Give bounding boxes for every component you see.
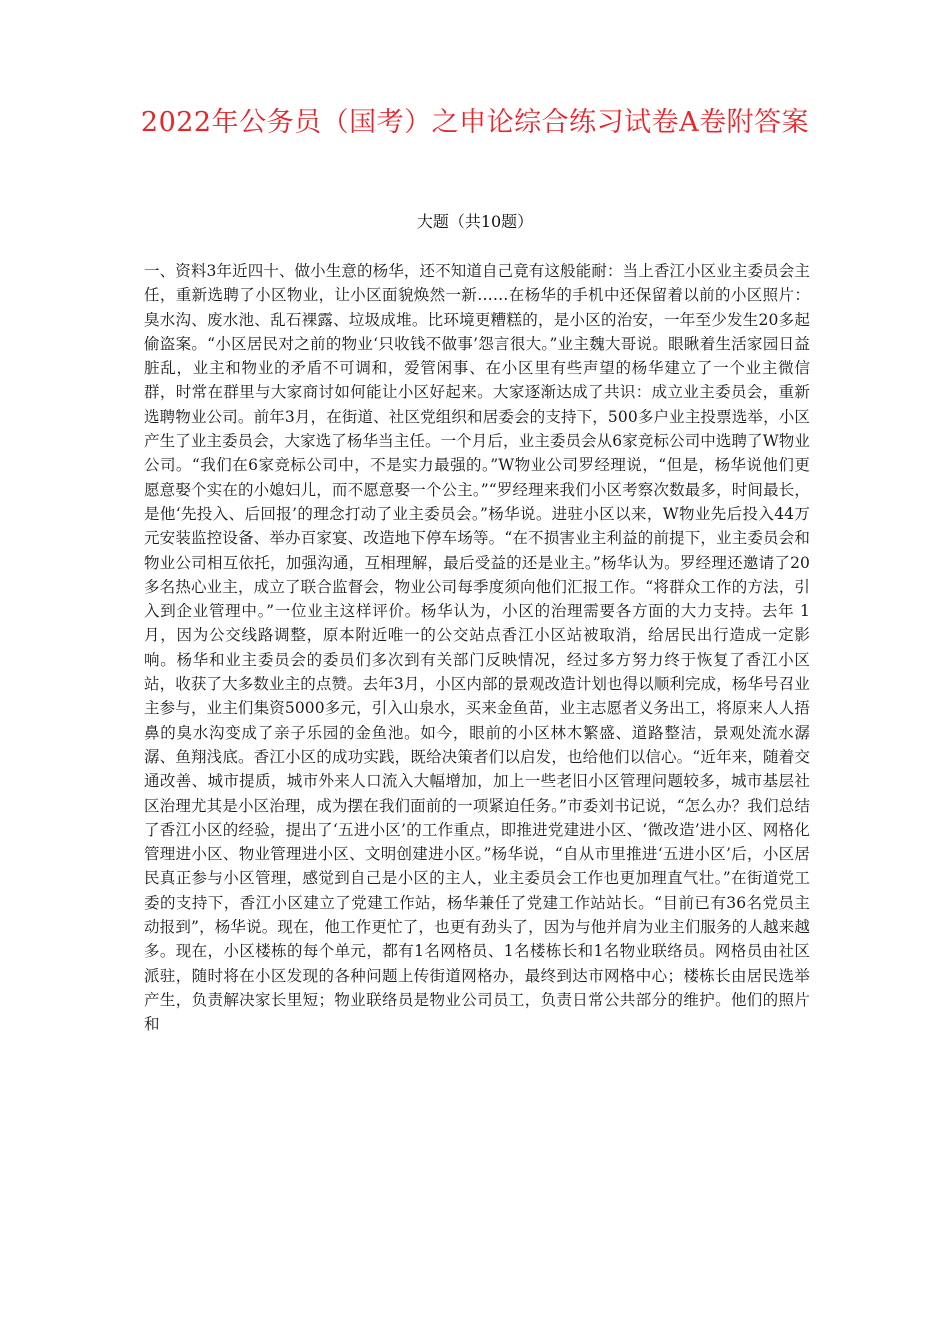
question-paragraph: 一、资料3年近四十、做小生意的杨华，还不知道自己竟有这般能耐：当上香江小区业主委员会主任，重新选聘了小区物业，让小区面貌焕然一新……在杨华的手机中还保留着以前的小区照片：臭水沟、废水池、乱石裸露、垃圾成堆。比环境更糟糕的，是小区的治安，一年至少发生20多起偷盗案。“小区居民对之前的物业‘只收钱不做事’怨言很大。”业主魏大哥说。眼瞅着生活家园日益脏乱，业主和物业的矛盾不可调和，爱管闲事、在小区里有些声望的杨华建立了一个业主微信群，时常在群里与大家商讨如何能让小区好起来。大家逐渐达成了共识：成立业主委员会，重新选聘物业公司。前年3月，在街道、社区党组织和居委会的支持下，500多户业主投票选举，小区产生了业主委员会，大家选了杨华当主任。一个月后，业主委员会从6家竞标公司中选聘了W物业公司。“我们在6家竞标公司中，不是实力最强的。”W物业公司罗经理说，“但是，杨华说他们更愿意娶个实在的小媳妇儿，而不愿意娶一个公主。”“罗经理来我们小区考察次数最多，时间最长，是他‘先投入、后回报’的理念打动了业主委员会。”杨华说。进驻小区以来，W物业先后投入44万元安装监控设备、举办百家宴、改造地下停车场等。“在不损害业主利益的前提下，业主委员会和物业公司相互依托，加强沟通，互相理解，最后受益的还是业主。”杨华认为。罗经理还邀请了20多名热心业主，成立了联合监督会，物业公司每季度须向他们汇报工作。“将群众工作的方法，引入到企业管理中。”一位业主这样评价。杨华认为，小区的治理需要各方面的大力支持。去年 1 月，因为公交线路调整，原本附近唯一的公交站点香江小区站被取消，给居民出行造成一定影响。杨华和业主委员会的委员们多次到有关部门反映情况，经过多方努力终于恢复了香江小区站，收获了大多数业主的点赞。去年3月，小区内部的景观改造计划也得以顺利完成，杨华号召业主参与，业主们集资5000多元，引入山泉水，买来金鱼苗，业主志愿者义务出工，将原来人人捂鼻的臭水沟变成了亲子乐园的金鱼池。如今，眼前的小区林木繁盛、道路整洁，景观处流水潺潺、鱼翔浅底。香江小区的成功实践，既给决策者们以启发，也给他们以信心。“近年来，随着交通改善、城市提质，城市外来人口流入大幅增加，加上一些老旧小区管理问题较多，城市基层社区治理尤其是小区治理，成为摆在我们面前的一项紧迫任务。”市委刘书记说，“怎么办？我们总结了香江小区的经验，提出了‘五进小区’的工作重点，即推进党建进小区、‘微改造’进小区、网格化管理进小区、物业管理进小区、文明创建进小区。”杨华说，“自从市里推进‘五进小区’后，小区居民真正参与小区管理，感觉到自己是小区的主人，业主委员会工作也更加理直气壮。”在街道党工委的支持下，香江小区建立了党建工作站，杨华兼任了党建工作站站长。“目前已有36名党员主动报到”，杨华说。现在，他工作更忙了，也更有劲头了，因为与他并肩为业主们服务的人越来越多。现在，小区楼栋的每个单元，都有1名网格员、1名楼栋长和1名物业联络员。网格员由社区派驻，随时将在小区发现的各种问题上传街道网格办，最终到达市网格中心；楼栋长由居民选举产生，负责解决家长里短；物业联络员是物业公司员工，负责日常公共部分的维护。他们的照片和: [144, 262, 810, 1034]
section-heading: 大题（共10题）: [416, 212, 534, 231]
document-title: 2022年公务员（国考）之申论综合练习试卷A卷附答案: [140, 107, 810, 138]
